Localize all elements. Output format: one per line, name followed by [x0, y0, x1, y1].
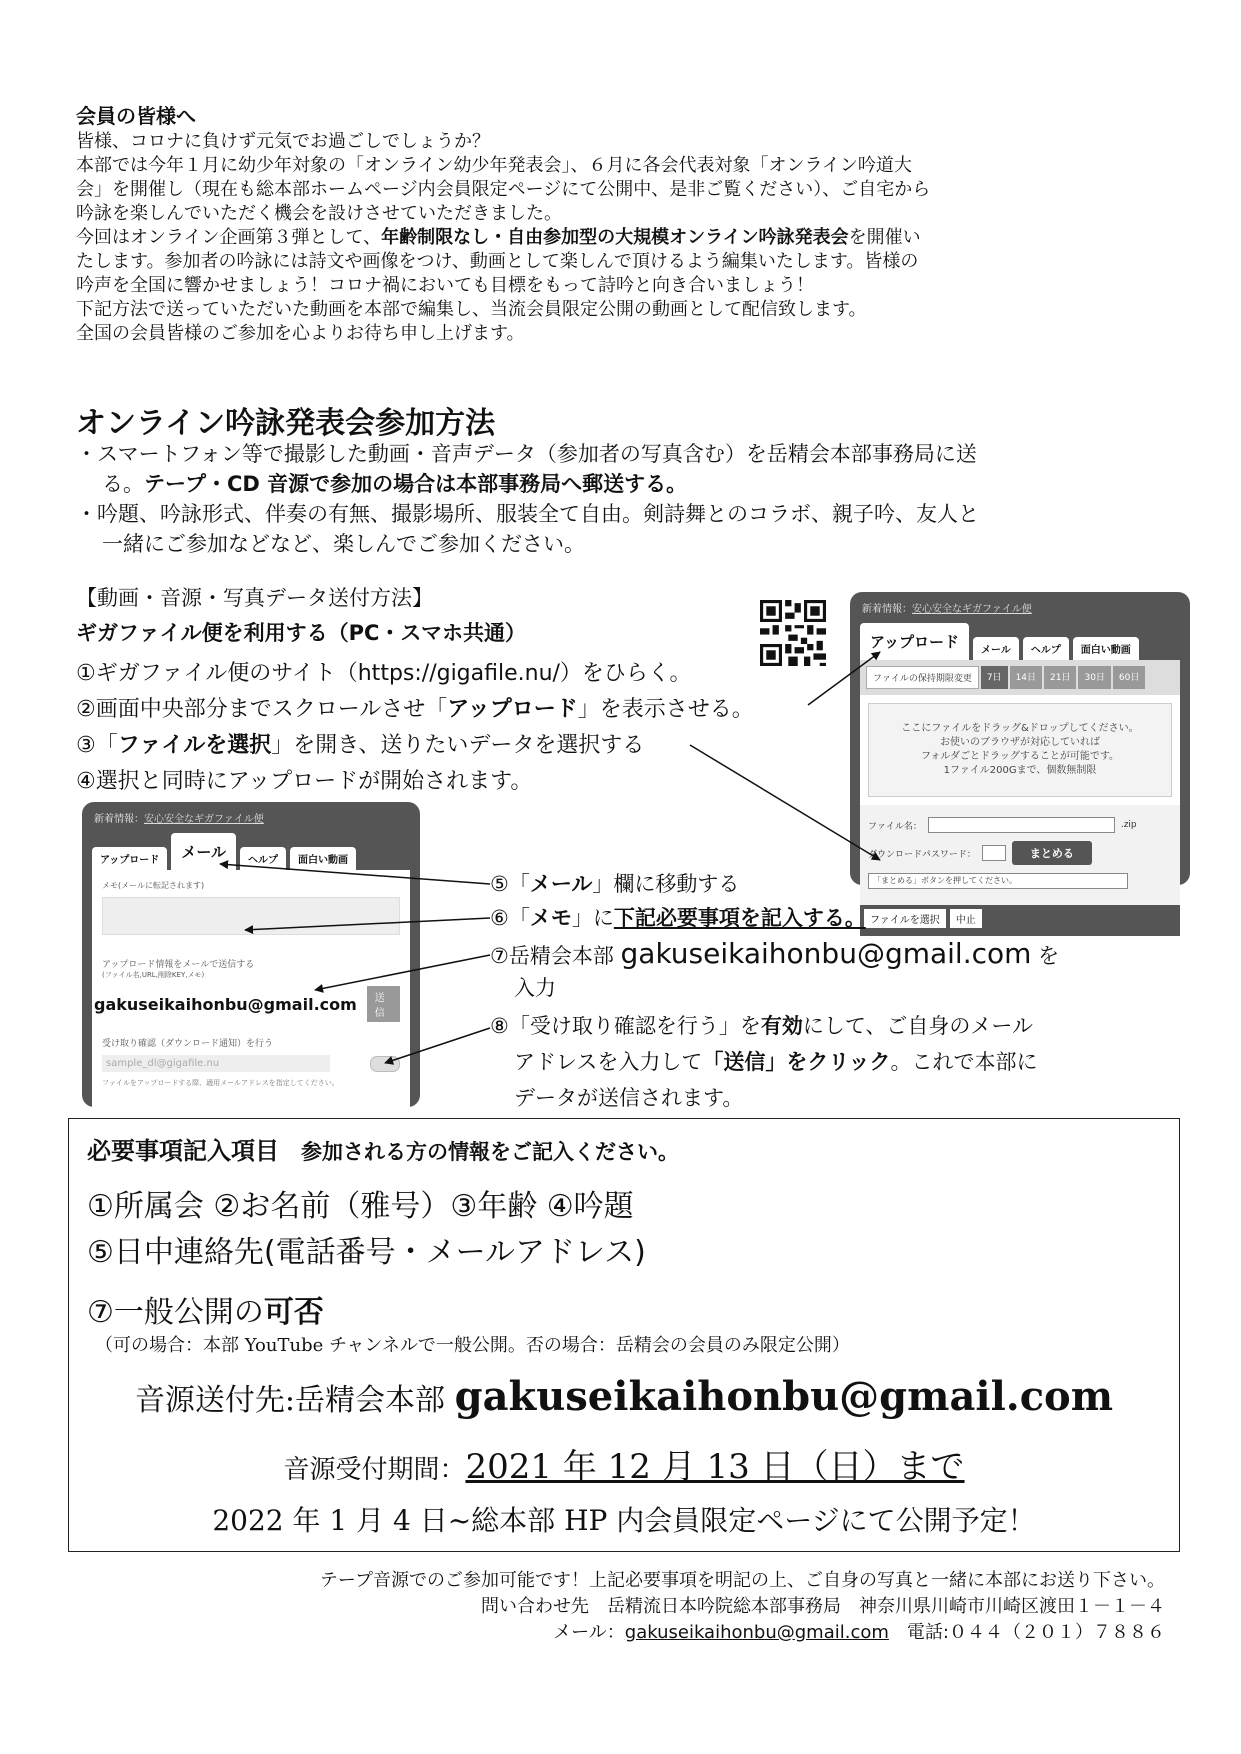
tab-upload[interactable]: アップロード [860, 623, 969, 660]
retention-option[interactable]: 30日 [1078, 666, 1110, 689]
drop-text: 1ファイル200Gまで、個数無制限 [943, 765, 1097, 776]
step-bold: メール [529, 872, 593, 896]
step-text: 」を開き、送りたいデータを選択する [271, 733, 645, 758]
intro-line: 会」を開催し（現在も総本部ホームページ内会員限定ページにて公開中、是非ご覧ください）、ご自宅から [76, 179, 931, 200]
footer-line-3 [553, 1620, 1165, 1646]
bullet-line: ・スマートフォン等で撮影した動画・音声データ（参加者の写真含む）を岳精会本部事務局に送 [76, 442, 977, 466]
step-text: ⑧「受け取り確認を行う」を [490, 1014, 761, 1038]
confirm-label: 受け取り確認（ダウンロード通知）を行う [102, 1039, 274, 1049]
tab-help[interactable]: ヘルプ [1023, 637, 1069, 660]
step-bold: 「送信」をクリック [702, 1050, 891, 1074]
step-bold: ファイルを選択 [117, 733, 272, 758]
upload-info-sub: (ファイル名,URL,削除KEY,メモ) [102, 971, 205, 979]
step-bold: メモ [529, 906, 572, 930]
intro-highlight: 年齢制限なし・自由参加型の大規模オンライン吟詠発表会 [381, 227, 849, 248]
intro-line: 全国の会員皆様のご参加を心よりお待ち申し上げます。 [76, 323, 525, 344]
footer-line-1: テープ音源でのご参加可能です！上記必要事項を明記の上、ご自身の写真と一緒に本部にお送り下さい。 [319, 1570, 1165, 1591]
step-email: gakuseikaihonbu@gmail.com [620, 937, 1032, 970]
intro-line: 皆様、コロナに負けず元気でお過ごしでしょうか？ [76, 131, 490, 152]
arrow-line [220, 864, 490, 884]
arrow-line [690, 745, 880, 860]
bullet-line: 一緒にご参加などなど、楽しんでご参加ください。 [102, 532, 585, 556]
greeting-title: 会員の皆様へ [76, 104, 196, 128]
confirm-email-input[interactable]: sample_dl@gigafile.nu [102, 1055, 330, 1072]
footer-tel: 電話:０４４（２０１）７８８６ [888, 1622, 1165, 1643]
sending-heading: 【動画・音源・写真データ送付方法】 [76, 586, 433, 610]
required-items-box [68, 1118, 1180, 1552]
drop-text: ここにファイルをドラッグ&ドロップしてください。 [901, 723, 1139, 734]
tab-videos[interactable]: 面白い動画 [290, 847, 356, 870]
destination-line [69, 1373, 1179, 1420]
step-text: 」に [571, 906, 614, 930]
box-subtitle: 参加される方の情報をご記入ください。 [301, 1140, 679, 1164]
tab-help[interactable]: ヘルプ [240, 847, 286, 870]
required-bold: 可否 [263, 1295, 324, 1330]
news-link[interactable]: 安心安全なギガファイル便 [912, 604, 1032, 615]
required-text: ⑦一般公開の [87, 1295, 264, 1330]
retention-option[interactable]: 60日 [1113, 666, 1145, 689]
news-label: 新着情報： [862, 604, 912, 615]
required-line-2: ⑤日中連絡先(電話番号・メールアドレス) [87, 1235, 646, 1270]
step-1: ①ギガファイル便のサイト（https://gigafile.nu/）をひらく。 [76, 661, 692, 686]
tab-mail[interactable]: メール [171, 833, 236, 870]
intro-text-segment: 今回はオンライン企画第３弾として、 [76, 227, 382, 248]
step-text: にして、ご自身のメール [802, 1014, 1033, 1038]
retention-option[interactable]: 14日 [1010, 666, 1042, 689]
select-file-button[interactable]: ファイルを選択 [864, 909, 946, 928]
step-text: ⑦岳精会本部 [490, 944, 621, 968]
step-text: アドレスを入力して [514, 1050, 703, 1074]
step-text: を [1031, 944, 1060, 968]
required-line-3 [87, 1287, 324, 1331]
arrow-line [315, 955, 490, 990]
required-line-1: ①所属会 ②お名前（雅号）③年齢 ④吟題 [87, 1189, 634, 1224]
step-text: ②画面中央部分までスクロールさせ「 [76, 697, 448, 722]
zip-label: .zip [1120, 820, 1137, 830]
step-text: ⑤「 [490, 872, 530, 896]
step-underline: 下記必要事項を記入する。 [613, 906, 866, 930]
step-7-cont: 入力 [514, 976, 556, 1000]
tab-videos[interactable]: 面白い動画 [1073, 637, 1139, 660]
footer-mail-label: メール： [553, 1622, 625, 1643]
news-link[interactable]: 安心安全なギガファイル便 [144, 814, 264, 825]
retention-option[interactable]: 7日 [981, 666, 1008, 689]
tab-upload[interactable]: アップロード [92, 847, 167, 870]
password-label: ダウンロードパスワード： [868, 849, 976, 860]
box-title: 必要事項記入項目 [87, 1137, 279, 1165]
intro-line: 下記方法で送っていただいた動画を本部で編集し、当流会員限定公開の動画として配信致します。 [76, 299, 867, 320]
arrow-line [385, 1028, 490, 1063]
arrow-line [245, 918, 490, 930]
step-text: ⑥「 [490, 906, 530, 930]
drop-text: お使いのブラウザが対応していれば [940, 737, 1100, 748]
send-button[interactable]: 送信 [367, 986, 400, 1022]
step-8-cont: データが送信されます。 [514, 1086, 744, 1110]
upload-info-label: アップロード情報をメールで送信する [102, 960, 255, 970]
cancel-button[interactable]: 中止 [950, 909, 982, 928]
news-label: 新着情報： [94, 814, 144, 825]
matome-hint: 「まとめる」ボタンを押してください。 [868, 873, 1128, 889]
mail-footnote: ファイルをアップロードする際、適用メールアドレスを指定してください。 [102, 1079, 339, 1087]
intro-line: 吟声を全国に響かせましょう！コロナ禍においても目標をもって詩吟と向き合いましょう！ [76, 275, 814, 296]
destination-label: 音源送付先:岳精会本部 [134, 1383, 455, 1418]
period-value: 2021 年 12 月 13 日（日）まで [465, 1447, 965, 1487]
bullet-highlight: テープ・CD 音源で参加の場合は本部事務局へ郵送する。 [144, 472, 688, 496]
footer-mail-link[interactable]: gakuseikaihonbu@gmail.com [624, 1622, 889, 1643]
method-title: オンライン吟詠発表会参加方法 [76, 406, 496, 441]
bullet-text: る。 [102, 472, 144, 496]
matome-button[interactable]: まとめる [1012, 841, 1092, 865]
intro-line: 吟詠を楽しんでいただく機会を設けさせていただきました。 [76, 203, 562, 224]
intro-line: 本部では今年１月に幼少年対象の「オンライン幼少年発表会」、６月に各会代表対象「オンライン吟道大 [76, 155, 912, 176]
gigafile-heading: ギガファイル便を利用する（PC・スマホ共通） [76, 621, 526, 645]
period-label: 音源受付期間： [283, 1455, 466, 1485]
destination-email: gakuseikaihonbu@gmail.com [454, 1373, 1114, 1420]
step-bold: 有効 [760, 1014, 803, 1038]
footer-line-2: 問い合わせ先 岳精流日本吟院総本部事務局 神奈川県川崎市川崎区渡田１－１－４ [481, 1596, 1165, 1617]
box-heading [87, 1131, 679, 1166]
intro-line: たします。参加者の吟詠には詩文や画像をつけ、動画として楽しんで頂けるよう編集いたします。皆様の [76, 251, 919, 272]
intro-text-segment: を開催い [848, 227, 921, 248]
filename-label: ファイル名： [868, 821, 922, 832]
email-input[interactable]: gakuseikaihonbu@gmail.com [94, 994, 357, 1014]
step-bold: アップロード [447, 697, 578, 722]
bullet-line: ・吟題、吟詠形式、伴奏の有無、撮影場所、服装全て自由。剣詩舞とのコラボ、親子吟、友人と [76, 502, 979, 526]
publish-line: 2022 年 1 月 4 日~総本部 HP 内会員限定ページにて公開予定！ [212, 1504, 1036, 1537]
publish-note: （可の場合：本部 YouTube チャンネルで一般公開。否の場合：岳精会の会員のみ限定公開） [95, 1335, 850, 1356]
step-4: ④選択と同時にアップロードが開始されます。 [76, 769, 533, 794]
tab-mail[interactable]: メール [973, 637, 1019, 660]
period-line [69, 1439, 1179, 1488]
step-text: 」欄に移動する [592, 872, 740, 896]
drop-text: フォルダごとドラッグすることが可能です。 [920, 751, 1120, 762]
retention-label: ファイルの保持期限変更 [866, 666, 979, 689]
step-text: 。これで本部に [890, 1050, 1038, 1074]
step-text: ③「 [76, 733, 118, 758]
step-text: 」を表示させる。 [577, 697, 754, 722]
arrow-line [808, 652, 880, 705]
retention-option[interactable]: 21日 [1044, 666, 1076, 689]
memo-label: メモ(メールに転記されます) [102, 881, 205, 890]
